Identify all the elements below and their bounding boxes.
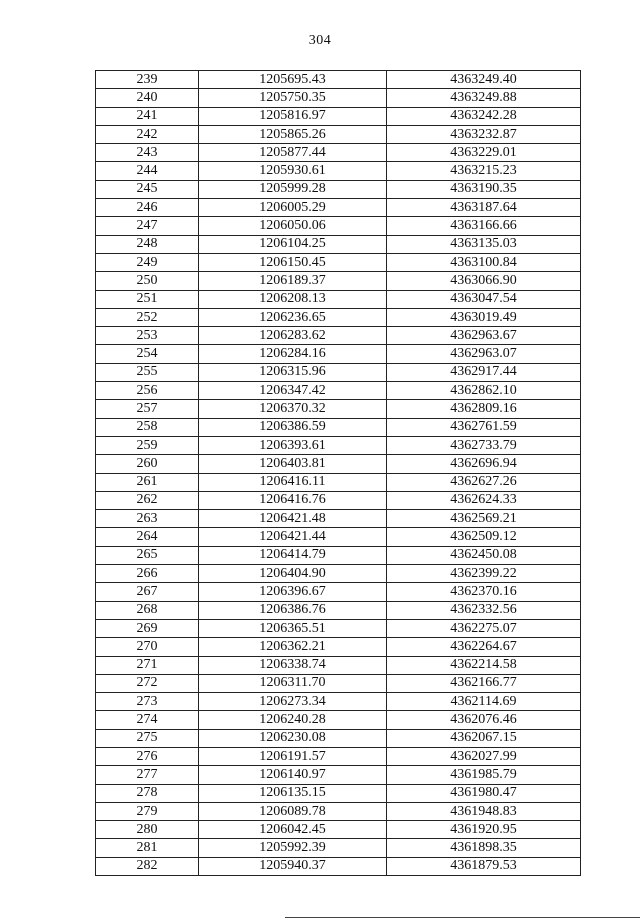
point-number-cell: 267 (96, 583, 199, 601)
y-coordinate-cell: 4362696.94 (387, 455, 581, 473)
point-number-cell: 258 (96, 418, 199, 436)
point-number-cell: 282 (96, 857, 199, 875)
point-number-cell: 244 (96, 162, 199, 180)
point-number-cell: 281 (96, 839, 199, 857)
y-coordinate-cell: 4363232.87 (387, 125, 581, 143)
point-number-cell: 246 (96, 199, 199, 217)
point-number-cell: 264 (96, 528, 199, 546)
point-number-cell: 272 (96, 674, 199, 692)
point-number-cell: 266 (96, 565, 199, 583)
y-coordinate-cell: 4362067.15 (387, 729, 581, 747)
table-row (96, 546, 581, 564)
point-number-cell: 278 (96, 784, 199, 802)
table-row (96, 455, 581, 473)
coordinates-table (95, 70, 581, 876)
x-coordinate-cell: 1206347.42 (199, 382, 387, 400)
x-coordinate-cell: 1206273.34 (199, 693, 387, 711)
point-number-cell: 248 (96, 235, 199, 253)
point-number-cell: 240 (96, 89, 199, 107)
x-coordinate-cell: 1205816.97 (199, 107, 387, 125)
y-coordinate-cell: 4361985.79 (387, 766, 581, 784)
point-number-cell: 241 (96, 107, 199, 125)
y-coordinate-cell: 4361980.47 (387, 784, 581, 802)
point-number-cell: 259 (96, 436, 199, 454)
y-coordinate-cell: 4361879.53 (387, 857, 581, 875)
table-row (96, 382, 581, 400)
x-coordinate-cell: 1206236.65 (199, 308, 387, 326)
y-coordinate-cell: 4362450.08 (387, 546, 581, 564)
table-row (96, 199, 581, 217)
point-number-cell: 280 (96, 821, 199, 839)
x-coordinate-cell: 1206089.78 (199, 802, 387, 820)
y-coordinate-cell: 4362370.16 (387, 583, 581, 601)
point-number-cell: 262 (96, 491, 199, 509)
point-number-cell: 250 (96, 272, 199, 290)
x-coordinate-cell: 1206208.13 (199, 290, 387, 308)
x-coordinate-cell: 1206140.97 (199, 766, 387, 784)
y-coordinate-cell: 4362761.59 (387, 418, 581, 436)
point-number-cell: 270 (96, 638, 199, 656)
y-coordinate-cell: 4363166.66 (387, 217, 581, 235)
x-coordinate-cell: 1206403.81 (199, 455, 387, 473)
x-coordinate-cell: 1206386.76 (199, 601, 387, 619)
table-row (96, 583, 581, 601)
table-row (96, 107, 581, 125)
y-coordinate-cell: 4363249.88 (387, 89, 581, 107)
point-number-cell: 260 (96, 455, 199, 473)
y-coordinate-cell: 4362214.58 (387, 656, 581, 674)
x-coordinate-cell: 1206283.62 (199, 327, 387, 345)
point-number-cell: 252 (96, 308, 199, 326)
table-row (96, 418, 581, 436)
x-coordinate-cell: 1205992.39 (199, 839, 387, 857)
x-coordinate-cell: 1205999.28 (199, 180, 387, 198)
point-number-cell: 273 (96, 693, 199, 711)
table-row (96, 162, 581, 180)
table-row (96, 272, 581, 290)
table-row (96, 400, 581, 418)
y-coordinate-cell: 4362569.21 (387, 510, 581, 528)
table-row (96, 674, 581, 692)
x-coordinate-cell: 1206393.61 (199, 436, 387, 454)
point-number-cell: 269 (96, 619, 199, 637)
point-number-cell: 261 (96, 473, 199, 491)
table-row (96, 601, 581, 619)
table-row (96, 180, 581, 198)
x-coordinate-cell: 1206338.74 (199, 656, 387, 674)
y-coordinate-cell: 4362917.44 (387, 363, 581, 381)
table-row (96, 528, 581, 546)
table-row (96, 656, 581, 674)
table-row (96, 784, 581, 802)
y-coordinate-cell: 4363019.49 (387, 308, 581, 326)
y-coordinate-cell: 4362809.16 (387, 400, 581, 418)
y-coordinate-cell: 4363242.28 (387, 107, 581, 125)
x-coordinate-cell: 1206370.32 (199, 400, 387, 418)
x-coordinate-cell: 1206284.16 (199, 345, 387, 363)
x-coordinate-cell: 1205750.35 (199, 89, 387, 107)
y-coordinate-cell: 4362509.12 (387, 528, 581, 546)
y-coordinate-cell: 4363100.84 (387, 253, 581, 271)
page-number: 304 (308, 33, 332, 48)
table-row (96, 565, 581, 583)
y-coordinate-cell: 4362332.56 (387, 601, 581, 619)
point-number-cell: 275 (96, 729, 199, 747)
y-coordinate-cell: 4363249.40 (387, 71, 581, 89)
point-number-cell: 256 (96, 382, 199, 400)
x-coordinate-cell: 1206414.79 (199, 546, 387, 564)
y-coordinate-cell: 4363215.23 (387, 162, 581, 180)
table-row (96, 821, 581, 839)
table-row (96, 89, 581, 107)
x-coordinate-cell: 1206315.96 (199, 363, 387, 381)
x-coordinate-cell: 1206421.44 (199, 528, 387, 546)
table-row (96, 308, 581, 326)
table-row (96, 345, 581, 363)
x-coordinate-cell: 1206386.59 (199, 418, 387, 436)
table-row (96, 473, 581, 491)
point-number-cell: 255 (96, 363, 199, 381)
table-row (96, 253, 581, 271)
x-coordinate-cell: 1205930.61 (199, 162, 387, 180)
point-number-cell: 279 (96, 802, 199, 820)
x-coordinate-cell: 1205940.37 (199, 857, 387, 875)
x-coordinate-cell: 1205865.26 (199, 125, 387, 143)
x-coordinate-cell: 1206050.06 (199, 217, 387, 235)
point-number-cell: 253 (96, 327, 199, 345)
y-coordinate-cell: 4363135.03 (387, 235, 581, 253)
x-coordinate-cell: 1206311.70 (199, 674, 387, 692)
table-row (96, 71, 581, 89)
y-coordinate-cell: 4361898.35 (387, 839, 581, 857)
x-coordinate-cell: 1206416.76 (199, 491, 387, 509)
y-coordinate-cell: 4363066.90 (387, 272, 581, 290)
point-number-cell: 268 (96, 601, 199, 619)
x-coordinate-cell: 1206042.45 (199, 821, 387, 839)
point-number-cell: 243 (96, 144, 199, 162)
point-number-cell: 245 (96, 180, 199, 198)
table-row (96, 619, 581, 637)
table-row (96, 436, 581, 454)
x-coordinate-cell: 1206365.51 (199, 619, 387, 637)
x-coordinate-cell: 1206396.67 (199, 583, 387, 601)
point-number-cell: 254 (96, 345, 199, 363)
table-row (96, 290, 581, 308)
table-row (96, 729, 581, 747)
table-row (96, 747, 581, 765)
y-coordinate-cell: 4362963.67 (387, 327, 581, 345)
x-coordinate-cell: 1206230.08 (199, 729, 387, 747)
x-coordinate-cell: 1206104.25 (199, 235, 387, 253)
table-row (96, 857, 581, 875)
table-row (96, 766, 581, 784)
table-row (96, 125, 581, 143)
table-row (96, 327, 581, 345)
point-number-cell: 242 (96, 125, 199, 143)
x-coordinate-cell: 1206404.90 (199, 565, 387, 583)
point-number-cell: 271 (96, 656, 199, 674)
table-row (96, 510, 581, 528)
x-coordinate-cell: 1206240.28 (199, 711, 387, 729)
bottom-rule (285, 917, 640, 918)
table-row (96, 693, 581, 711)
x-coordinate-cell: 1206421.48 (199, 510, 387, 528)
y-coordinate-cell: 4361948.83 (387, 802, 581, 820)
y-coordinate-cell: 4362733.79 (387, 436, 581, 454)
point-number-cell: 247 (96, 217, 199, 235)
point-number-cell: 276 (96, 747, 199, 765)
x-coordinate-cell: 1205877.44 (199, 144, 387, 162)
x-coordinate-cell: 1206189.37 (199, 272, 387, 290)
y-coordinate-cell: 4363229.01 (387, 144, 581, 162)
y-coordinate-cell: 4362275.07 (387, 619, 581, 637)
table-row (96, 638, 581, 656)
table-row (96, 802, 581, 820)
y-coordinate-cell: 4363187.64 (387, 199, 581, 217)
y-coordinate-cell: 4362264.67 (387, 638, 581, 656)
y-coordinate-cell: 4362114.69 (387, 693, 581, 711)
x-coordinate-cell: 1206362.21 (199, 638, 387, 656)
table-row (96, 217, 581, 235)
table-row (96, 839, 581, 857)
y-coordinate-cell: 4361920.95 (387, 821, 581, 839)
point-number-cell: 277 (96, 766, 199, 784)
point-number-cell: 239 (96, 71, 199, 89)
y-coordinate-cell: 4363047.54 (387, 290, 581, 308)
table-row (96, 144, 581, 162)
y-coordinate-cell: 4362624.33 (387, 491, 581, 509)
y-coordinate-cell: 4363190.35 (387, 180, 581, 198)
point-number-cell: 265 (96, 546, 199, 564)
x-coordinate-cell: 1206191.57 (199, 747, 387, 765)
x-coordinate-cell: 1206150.45 (199, 253, 387, 271)
y-coordinate-cell: 4362963.07 (387, 345, 581, 363)
y-coordinate-cell: 4362166.77 (387, 674, 581, 692)
point-number-cell: 251 (96, 290, 199, 308)
x-coordinate-cell: 1206005.29 (199, 199, 387, 217)
point-number-cell: 274 (96, 711, 199, 729)
y-coordinate-cell: 4362399.22 (387, 565, 581, 583)
table-row (96, 491, 581, 509)
coordinates-table-body (96, 71, 581, 876)
y-coordinate-cell: 4362076.46 (387, 711, 581, 729)
point-number-cell: 263 (96, 510, 199, 528)
y-coordinate-cell: 4362862.10 (387, 382, 581, 400)
point-number-cell: 257 (96, 400, 199, 418)
point-number-cell: 249 (96, 253, 199, 271)
table-row (96, 235, 581, 253)
y-coordinate-cell: 4362627.26 (387, 473, 581, 491)
table-row (96, 363, 581, 381)
table-row (96, 711, 581, 729)
x-coordinate-cell: 1206416.11 (199, 473, 387, 491)
x-coordinate-cell: 1206135.15 (199, 784, 387, 802)
y-coordinate-cell: 4362027.99 (387, 747, 581, 765)
x-coordinate-cell: 1205695.43 (199, 71, 387, 89)
